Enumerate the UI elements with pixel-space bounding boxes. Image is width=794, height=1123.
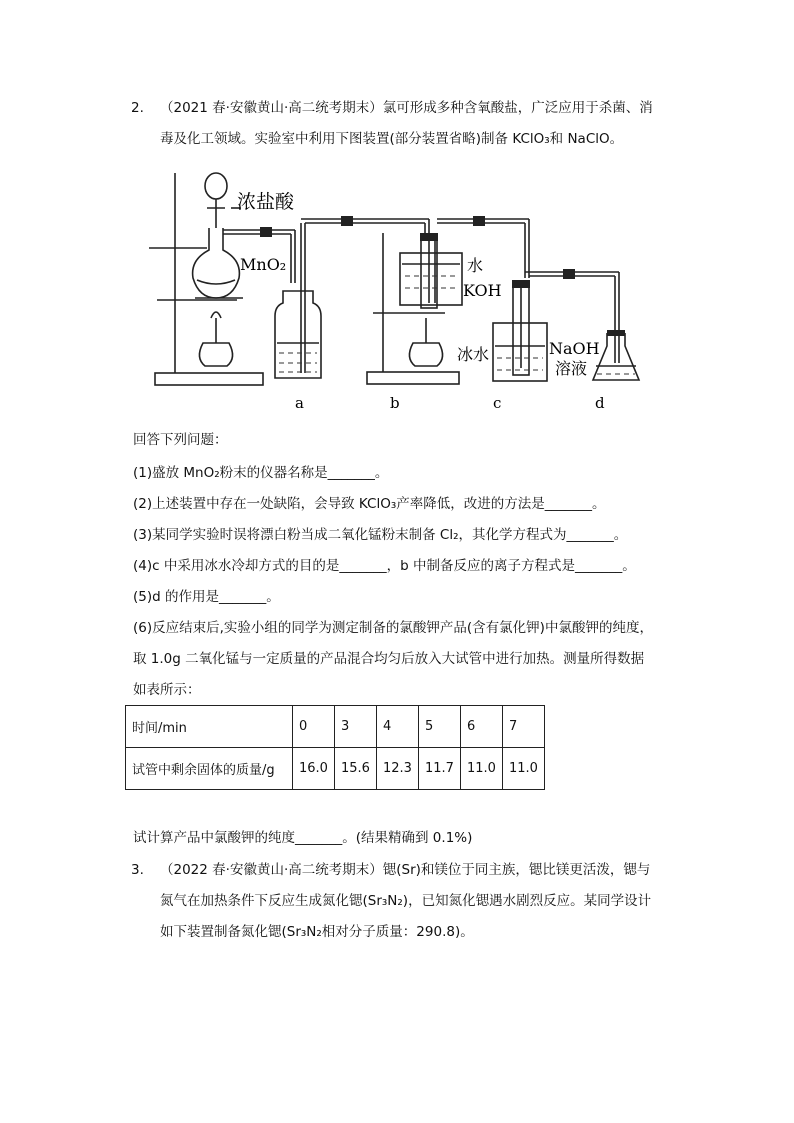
- table-cell: 12.3: [377, 748, 419, 790]
- ice-bath-beaker: [493, 323, 547, 381]
- separatory-funnel: [205, 173, 227, 199]
- sub-question-3: (3)某同学实验时误将漂白粉当成二氧化锰粉末制备 Cl₂，其化学方程式为_______。: [133, 527, 628, 543]
- sub-question-6-line-2: 取 1.0g 二氧化锰与一定质量的产品混合均匀后放入大试管中进行加热。测量所得数据: [133, 651, 645, 667]
- table-row: [126, 748, 545, 790]
- label-ice-water: 冰水: [457, 345, 490, 364]
- label-koh: KOH: [463, 281, 502, 300]
- label-mno2: MnO₂: [240, 255, 287, 274]
- final-question: 试计算产品中氯酸钾的纯度_______。(结果精确到 0.1%): [133, 830, 473, 846]
- table-cell: 0: [293, 706, 335, 748]
- sub-question-1: (1)盛放 MnO₂粉末的仪器名称是_______。: [133, 465, 389, 481]
- sub-question-6-line-3: 如表所示：: [133, 682, 201, 698]
- table-header-mass: 试管中剩余固体的质量/g: [126, 748, 293, 790]
- table-cell: 11.0: [503, 748, 545, 790]
- label-b: b: [390, 394, 400, 412]
- table-cell: 6: [461, 706, 503, 748]
- label-a: a: [295, 394, 304, 412]
- table-cell: 11.0: [461, 748, 503, 790]
- table-cell: 15.6: [335, 748, 377, 790]
- answer-intro: 回答下列问题：: [133, 432, 228, 448]
- table-header-time: 时间/min: [126, 706, 293, 748]
- table-cell: 7: [503, 706, 545, 748]
- stand-base-b: [367, 372, 459, 384]
- sub-question-2: (2)上述装置中存在一处缺陷，会导致 KClO₃产率降低，改进的方法是_______。: [133, 496, 606, 512]
- question-3-line-1: （2022 春·安徽黄山·高二统考期末）锶(Sr)和镁位于同主族，锶比镁更活泼，锶与: [160, 862, 651, 878]
- table-cell: 4: [377, 706, 419, 748]
- sub-question-4: (4)c 中采用冰水冷却方式的目的是_______，b 中制备反应的离子方程式是_______。: [133, 558, 636, 574]
- data-table: [125, 705, 545, 790]
- question-3-number: 3.: [131, 862, 144, 878]
- water-bath-beaker: [400, 253, 462, 305]
- table-row: [126, 706, 545, 748]
- erlenmeyer-flask-d: [593, 333, 639, 380]
- label-c: c: [493, 394, 502, 412]
- question-2-line-2: 毒及化工领域。实验室中利用下图装置(部分装置省略)制备 KClO₃和 NaClO。: [160, 131, 624, 147]
- label-d: d: [595, 394, 605, 412]
- table-cell: 11.7: [419, 748, 461, 790]
- round-bottom-flask: [193, 228, 240, 298]
- sub-question-5: (5)d 的作用是_______。: [133, 589, 280, 605]
- wash-bottle-a: [275, 291, 321, 378]
- label-naoh: NaOH: [549, 339, 600, 358]
- label-conc-hcl: 浓盐酸: [237, 191, 295, 213]
- table-cell: 5: [419, 706, 461, 748]
- sub-question-6-line-1: (6)反应结束后,实验小组的同学为测定制备的氯酸钾产品(含有氯化钾)中氯酸钾的纯度，: [133, 620, 653, 636]
- table-cell: 16.0: [293, 748, 335, 790]
- question-3-line-2: 氮气在加热条件下反应生成氮化锶(Sr₃N₂)，已知氮化锶遇水剧烈反应。某同学设计: [160, 893, 652, 909]
- alcohol-burner-b: [409, 343, 442, 366]
- table-cell: 3: [335, 706, 377, 748]
- question-3-line-3: 如下装置制备氮化锶(Sr₃N₂相对分子质量：290.8)。: [160, 924, 474, 940]
- stand-base-1: [155, 373, 263, 385]
- label-solution: 溶液: [555, 359, 588, 378]
- label-water: 水: [467, 256, 484, 275]
- question-2-line-1: （2021 春·安徽黄山·高二统考期末）氯可形成多种含氧酸盐，广泛应用于杀菌、消: [160, 100, 653, 116]
- alcohol-burner-1: [199, 343, 232, 366]
- question-2-number: 2.: [131, 100, 144, 116]
- apparatus-diagram: [145, 168, 655, 416]
